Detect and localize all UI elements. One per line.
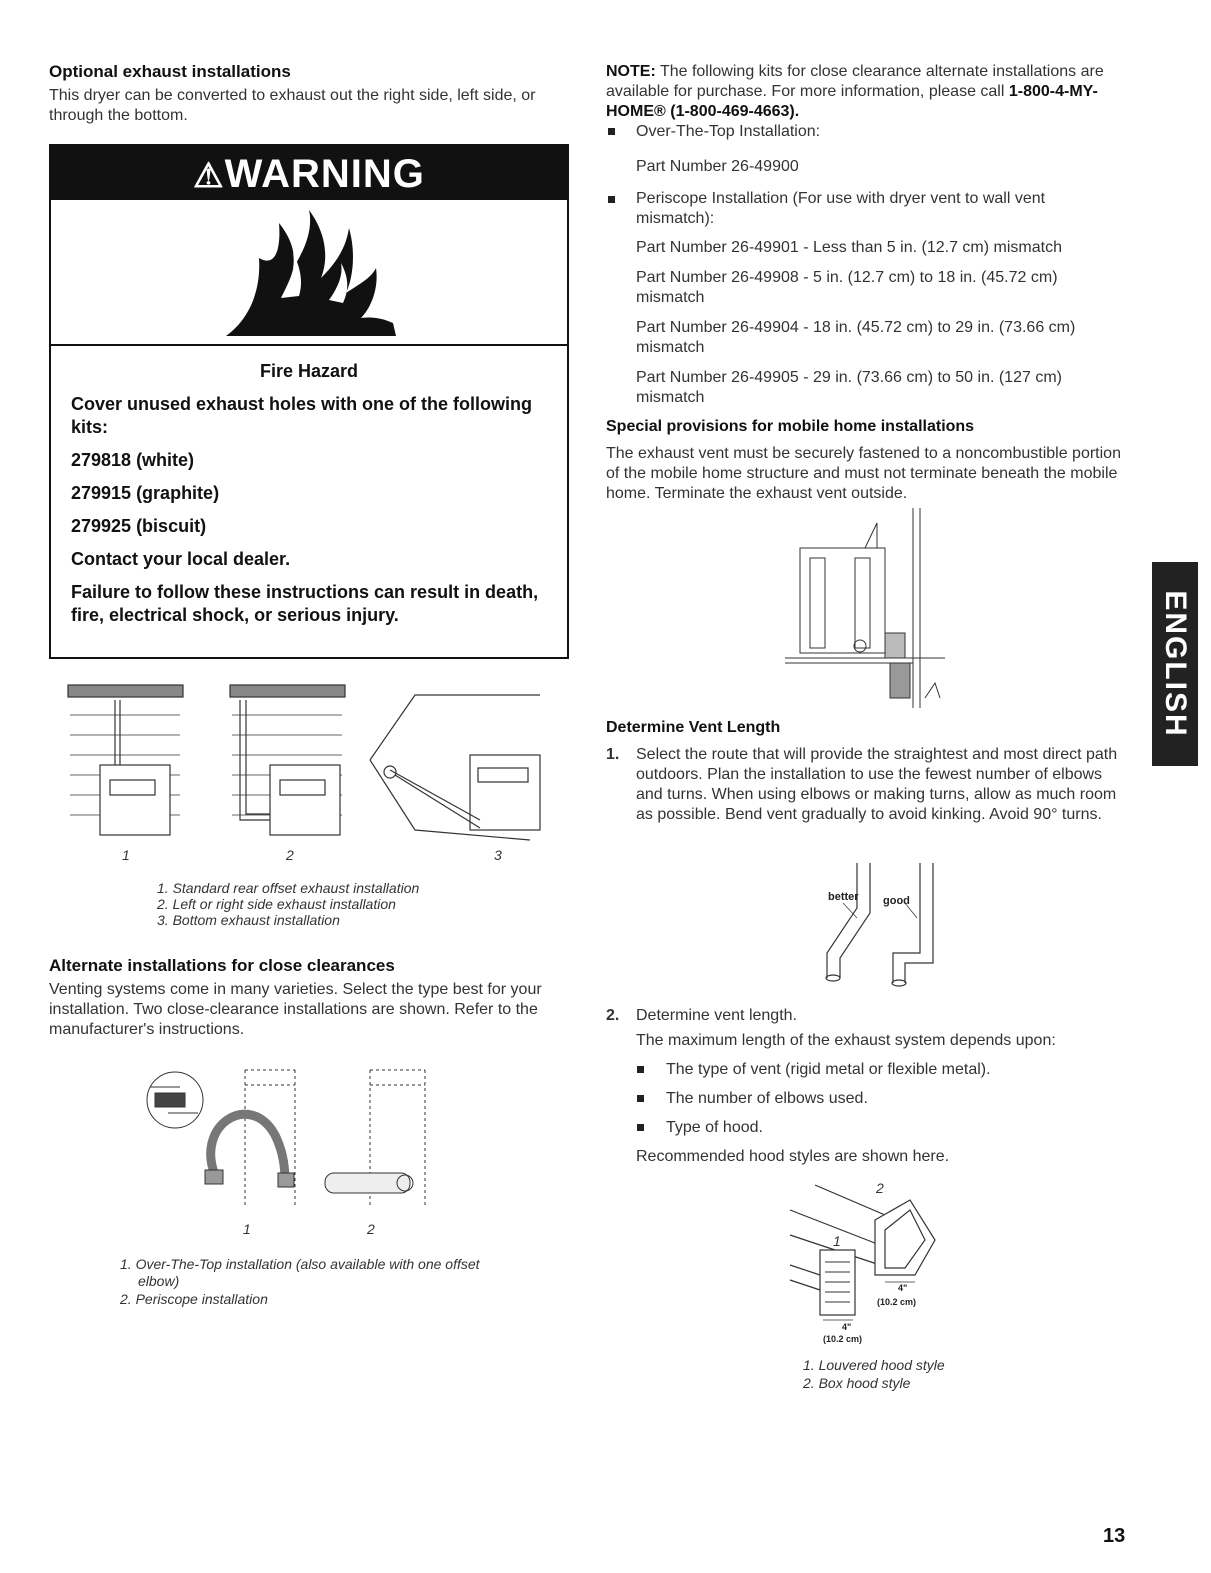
hood-caption-2: 2. Box hood style <box>803 1375 911 1391</box>
mobile-home-vent-illustration <box>785 508 945 708</box>
fire-icon-panel <box>51 200 567 346</box>
warning-box <box>49 144 569 659</box>
warning-triangle-icon: ⚠ <box>193 157 225 195</box>
optional-heading: Optional exhaust installations <box>49 62 291 81</box>
vent-length-heading: Determine Vent Length <box>606 719 781 736</box>
hood-label-1: 1 <box>833 1233 841 1249</box>
part-26-49905: Part Number 26-49905 - 29 in. (73.66 cm) to 50 in. (127 cm) mismatch <box>636 369 1062 406</box>
bullet-icon <box>637 1095 644 1102</box>
hood-label-2: 2 <box>876 1180 884 1196</box>
install-caption-1: 1. Standard rear offset exhaust installation <box>157 880 420 896</box>
step1-number: 1. <box>606 746 620 763</box>
step2-number: 2. <box>606 1007 620 1024</box>
install-caption-3: 3. Bottom exhaust installation <box>157 912 340 928</box>
good-label: good <box>883 895 910 907</box>
warning-header <box>51 146 567 200</box>
alternate-heading: Alternate installations for close clearances <box>49 956 395 975</box>
note-text: The following kits for close clearance alternate installations are available for purchase. For more information, please call <box>606 63 1104 100</box>
alternate-text: Venting systems come in many varieties. Select the type best for your installation. Two close-clearance installations are shown. Refer to the manufacturer's instructions. <box>49 981 542 1038</box>
install-caption-2: 2. Left or right side exhaust installation <box>157 896 396 912</box>
clearance-label-1: 1 <box>243 1221 251 1237</box>
better-label: better <box>828 891 859 903</box>
step2-text: Determine vent length. <box>636 1007 797 1024</box>
part-26-49900: Part Number 26-49900 <box>636 158 799 175</box>
clearance-caption-1: 1. Over-The-Top installation (also available with one offset elbow) <box>120 1256 480 1289</box>
page-number: 13 <box>1103 1525 1126 1547</box>
exhaust-installations-illustration <box>60 680 560 845</box>
recommended-text: Recommended hood styles are shown here. <box>636 1148 950 1165</box>
box-dimension: 4" <box>898 1283 908 1293</box>
factor-hood: Type of hood. <box>666 1119 763 1136</box>
clearance-label-2: 2 <box>367 1221 375 1237</box>
warning-header-text: WARNING <box>224 152 425 196</box>
factor-vent-type: The type of vent (rigid metal or flexible metal). <box>666 1061 991 1078</box>
factor-elbows: The number of elbows used. <box>666 1090 868 1107</box>
note-phone: 1-800-4-MY-HOME® (1-800-469-4663). <box>606 83 1098 120</box>
clearance-caption-2: 2. Periscope installation <box>120 1291 268 1307</box>
failure-warning: Failure to follow these instructions can result in death, fire, electrical shock, or serious injury. <box>71 582 539 625</box>
kit-periscope: Periscope Installation (For use with dryer vent to wall vent mismatch): <box>636 190 1046 227</box>
kit-biscuit: 279925 (biscuit) <box>71 516 207 536</box>
part-26-49904: Part Number 26-49904 - 18 in. (45.72 cm) to 29 in. (73.66 cm) mismatch <box>636 319 1076 356</box>
warning-line1: Cover unused exhaust holes with one of the following kits: <box>71 394 533 437</box>
close-clearance-illustration <box>140 1065 440 1220</box>
fire-hazard-title: Fire Hazard <box>259 361 359 381</box>
bullet-icon <box>608 196 615 203</box>
elbow-comparison-illustration <box>815 858 945 998</box>
mobile-text: The exhaust vent must be securely fastened to a noncombustible portion of the mobile home structure and must not terminate beneath the mobile home. Terminate the exhaust vent outside. <box>606 445 1121 502</box>
fig-label-1: 1 <box>122 847 130 863</box>
hood-styles-illustration <box>785 1180 945 1345</box>
bullet-icon <box>637 1124 644 1131</box>
contact-dealer: Contact your local dealer. <box>71 549 291 569</box>
fire-icon <box>221 208 401 338</box>
louver-dimension-cm: (10.2 cm) <box>823 1334 863 1344</box>
fig-label-2: 2 <box>286 847 294 863</box>
kit-graphite: 279915 (graphite) <box>71 483 220 503</box>
hood-caption-1: 1. Louvered hood style <box>803 1357 945 1373</box>
kit-over-the-top: Over-The-Top Installation: <box>636 123 821 140</box>
note-label: NOTE: <box>606 63 656 80</box>
language-side-tab <box>1152 562 1198 766</box>
optional-text: This dryer can be converted to exhaust out the right side, left side, or through the bottom. <box>49 87 536 124</box>
kit-white: 279818 (white) <box>71 450 195 470</box>
part-26-49901: Part Number 26-49901 - Less than 5 in. (12.7 cm) mismatch <box>636 239 1062 256</box>
step1-text: Select the route that will provide the straightest and most direct path outdoors. Plan the installation to use the fewest number of elbows and turns. When using elbows or making turns, allow as much room as possible. Bend vent gradually to avoid kinking. Avoid 90° turns. <box>636 746 1118 823</box>
depends-text: The maximum length of the exhaust system depends upon: <box>636 1032 1056 1049</box>
part-26-49908: Part Number 26-49908 - 5 in. (12.7 cm) to 18 in. (45.72 cm) mismatch <box>636 269 1058 306</box>
note-paragraph <box>606 62 1106 122</box>
bullet-icon <box>608 128 615 135</box>
box-dimension-cm: (10.2 cm) <box>877 1297 917 1307</box>
side-tab-label: ENGLISH <box>1159 590 1192 738</box>
fig-label-3: 3 <box>494 847 502 863</box>
bullet-icon <box>637 1066 644 1073</box>
louver-dimension: 4" <box>842 1322 852 1332</box>
mobile-heading: Special provisions for mobile home installations <box>606 418 975 435</box>
